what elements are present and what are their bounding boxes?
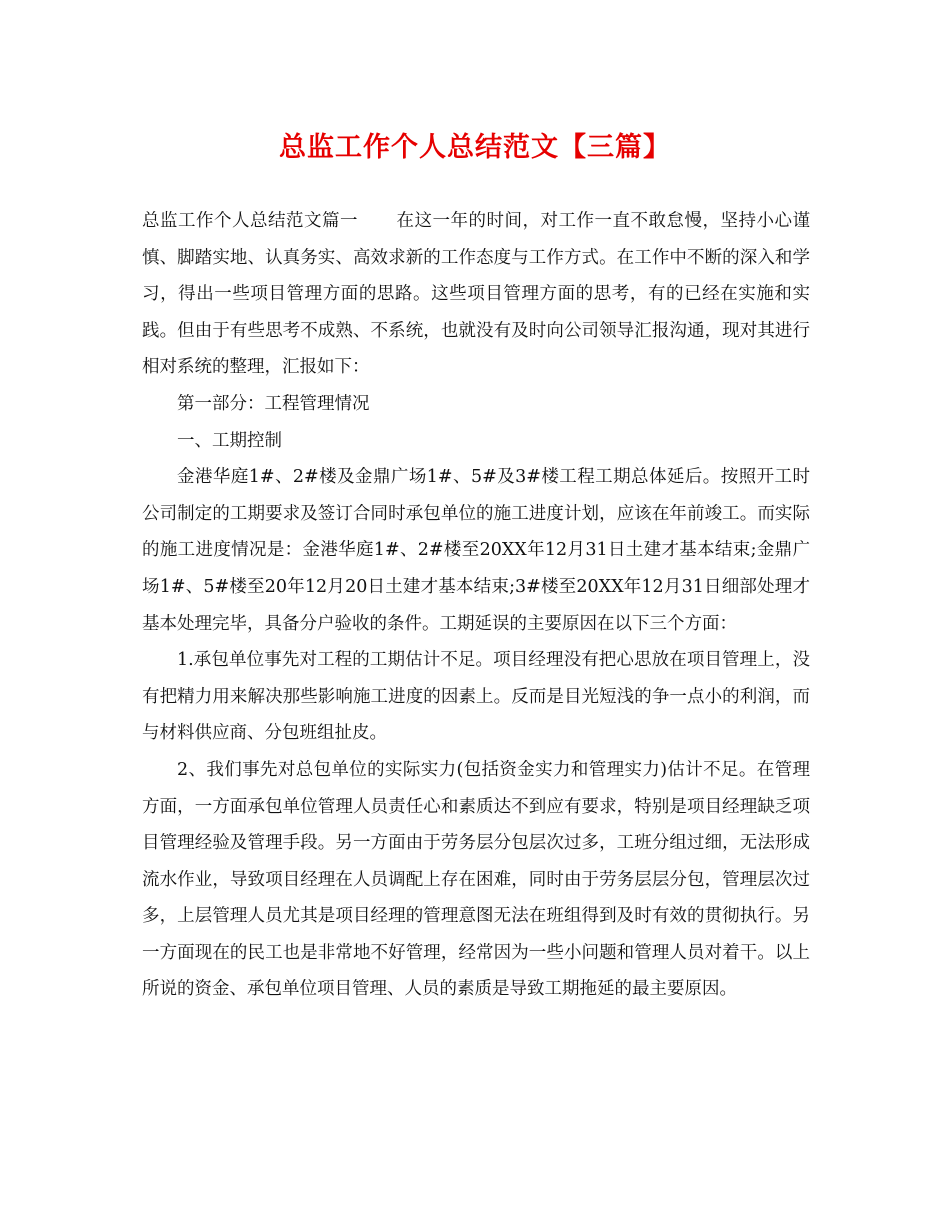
body-paragraph: 2、我们事先对总包单位的实际实力(包括资金实力和管理实力)估计不足。在管理方面，一方面承包单位管理人员责任心和素质达不到应有要求，特别是项目经理缺乏项目管理经验及管理手段。另一方面由于劳务层分包层次过多，工班分组过细，无法形成流水作业，导致项目经理在人员调配上存在困难，同时由于劳务层层分包，管理层次过多，上层管理人员尤其是项目经理的管理意图无法在班组得到及时有效的贯彻执行。另一方面现在的民工也是非常地不好管理，经常因为一些小问题和管理人员对着干。以上所说的资金、承包单位项目管理、人员的素质是导致工期拖延的最主要原因。 [142, 759, 810, 1000]
section-heading: 总监工作个人总结范文篇一 [142, 211, 358, 231]
body-paragraph: 金港华庭1#、2#楼及金鼎广场1#、5#及3#楼工程工期总体延后。按照开工时公司制定的工期要求及签订合同时承包单位的施工进度计划，应该在年前竣工。而实际的施工进度情况是：金港华庭1#、2#楼至20XX年12月31日土建才基本结束;金鼎广场1#、5#楼至20年12月20日土建才基本结束;3#楼至20XX年12月31日细部处理才基本处理完毕，具备分户验收的条件。工期延误的主要原因在以下三个方面： [142, 467, 810, 634]
part-heading: 第一部分：工程管理情况 [177, 393, 370, 414]
document-title: 总监工作个人总结范文【三篇】 [279, 132, 671, 163]
document-body [142, 203, 810, 1008]
body-paragraph: 1.承包单位事先对工程的工期估计不足。项目经理没有把心思放在项目管理上，没有把精力用来解决那些影响施工进度的因素上。反而是目光短浅的争一点小的利润，而与材料供应商、分包班组扯皮。 [142, 650, 810, 744]
intro-paragraph [142, 203, 810, 386]
subsection-heading: 一、工期控制 [177, 430, 282, 451]
intro-text: 在这一年的时间，对工作一直不敢怠慢，坚持小心谨慎、脚踏实地、认真务实、高效求新的工作态度与工作方式。在工作中不断的深入和学习，得出一些项目管理方面的思路。这些项目管理方面的思考，有的已经在实施和实践。但由于有些思考不成熟、不系统，也就没有及时向公司领导汇报沟通，现对其进行相对系统的整理，汇报如下： [142, 211, 810, 378]
